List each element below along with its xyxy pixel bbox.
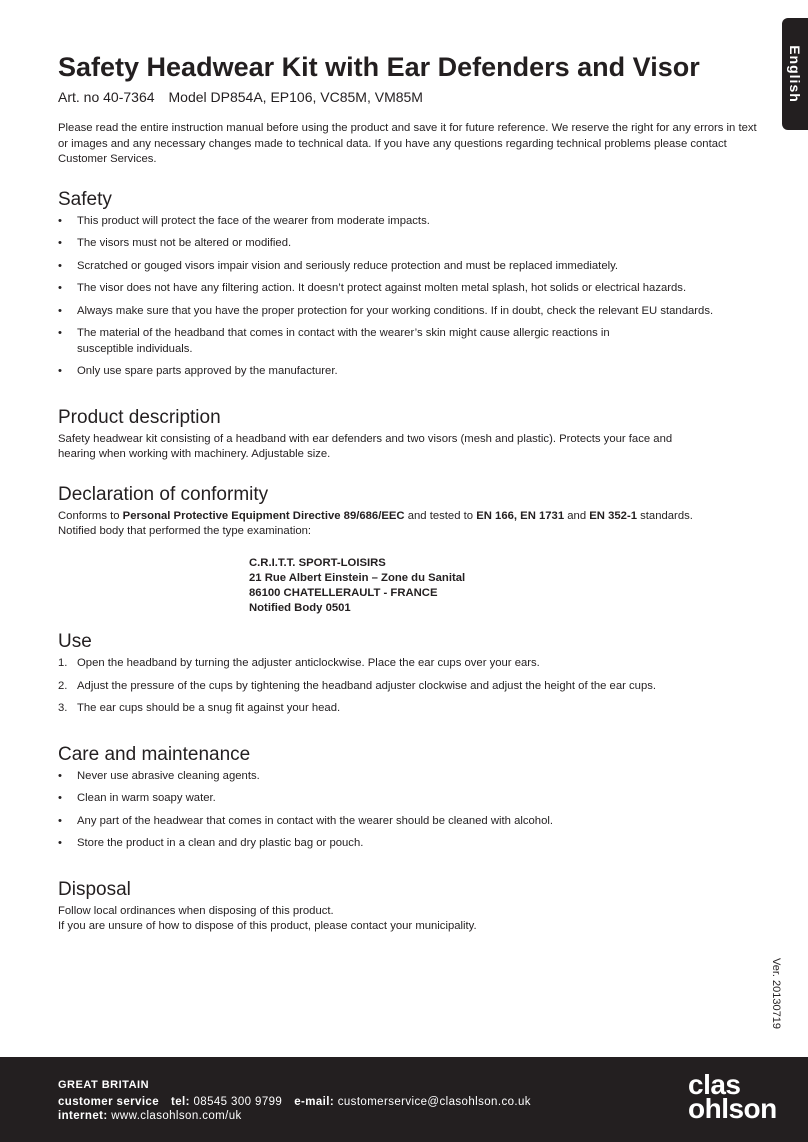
list-item: • Always make sure that you have the proper protection for your working conditions. If in doubt, check the relevant EU standards. (58, 304, 758, 320)
use-heading: Use (58, 631, 92, 653)
declaration-text-part: standards. (640, 509, 693, 522)
phone-number[interactable]: 08545 300 9799 (193, 1096, 283, 1108)
footer-internet-line (58, 1110, 242, 1122)
notified-body-address (249, 556, 758, 617)
safety-list (58, 214, 758, 380)
list-item: • Clean in warm soapy water. (58, 791, 758, 807)
language-tab (782, 18, 808, 130)
website-link[interactable]: www.clasohlson.com/uk (111, 1110, 242, 1122)
list-item: • The visor does not have any filtering action. It doesn’t protect against molten metal splash, hot solids or electrical hazards. (58, 281, 758, 297)
disposal-line: Follow local ordinances when disposing of this product. (58, 904, 334, 917)
email-link[interactable]: customerservice@clasohlson.co.uk (337, 1096, 531, 1108)
list-item: • Only use spare parts approved by the manufacturer. (58, 364, 758, 380)
document-body (58, 50, 758, 935)
standard-name: EN 352-1 (589, 509, 637, 522)
declaration-text-part: and (567, 509, 587, 522)
list-item: • The visors must not be altered or modified. (58, 236, 758, 252)
address-line: C.R.I.T.T. SPORT-LOISIRS (249, 556, 386, 569)
care-list (58, 769, 758, 852)
list-item: • Store the product in a clean and dry plastic bag or pouch. (58, 836, 758, 852)
list-item (58, 656, 758, 672)
customer-service-label: customer service (58, 1096, 160, 1108)
list-item: • Never use abrasive cleaning agents. (58, 769, 758, 785)
tel-label: tel: (171, 1096, 190, 1108)
page-title: Safety Headwear Kit with Ear Defenders and Visor (58, 52, 700, 82)
standard-names: EN 166, EN 1731 (476, 509, 565, 522)
care-heading: Care and maintenance (58, 743, 251, 765)
list-item: • Scratched or gouged visors impair vision and seriously reduce protection and must be replaced immediately. (58, 259, 758, 275)
internet-label: internet: (58, 1110, 108, 1122)
declaration-text-part: Conforms to (58, 509, 120, 522)
step-number: 2. (58, 679, 68, 692)
disposal-line: If you are unsure of how to dispose of this product, please contact your municipality. (58, 920, 477, 933)
step-number: 3. (58, 702, 68, 715)
address-line: 21 Rue Albert Einstein – Zone du Sanital (249, 571, 466, 584)
list-item: • The material of the headband that comes in contact with the wearer’s skin might cause allergic reactions in susceptible individuals. (58, 326, 758, 357)
list-item: • Any part of the headwear that comes in contact with the wearer should be cleaned with alcohol. (58, 814, 758, 830)
address-line: 86100 CHATELLERAULT - FRANCE (249, 586, 438, 599)
directive-name: Personal Protective Equipment Directive 89/686/EEC (122, 509, 405, 522)
footer-country: GREAT BRITAIN (58, 1079, 150, 1091)
product-description-text: Safety headwear kit consisting of a headband with ear defenders and two visors (mesh and plastic). Protects your face and hearing when working with machinery. Adjustable size. (58, 432, 673, 460)
use-steps (58, 656, 758, 717)
version-label: Ver. 20130719 (770, 958, 782, 1029)
logo-line: ohlson (688, 1093, 777, 1124)
list-item: • This product will protect the face of the wearer from moderate impacts. (58, 214, 758, 230)
step-text: Open the headband by turning the adjuster anticlockwise. Place the ear cups over your ears. (77, 657, 540, 670)
model-numbers: Model DP854A, EP106, VC85M, VM85M (168, 89, 423, 105)
disposal-text (58, 904, 758, 935)
footer (0, 1057, 808, 1142)
brand-logo (688, 1069, 777, 1124)
declaration-heading: Declaration of conformity (58, 483, 269, 505)
list-item (58, 679, 758, 695)
article-number: Art. no 40-7364 (58, 89, 155, 105)
step-number: 1. (58, 657, 68, 670)
declaration-text (58, 509, 758, 540)
footer-contact-line (58, 1096, 531, 1108)
safety-heading: Safety (58, 188, 112, 210)
logo-line: clas (688, 1069, 741, 1100)
list-item (58, 701, 758, 717)
article-line (58, 88, 758, 106)
intro-text: Please read the entire instruction manual before using the product and save it for future reference. We reserve the right for any errors in text or images and any necessary changes made to technical data. If you have any questions regarding technical problems please contact Customer Services. (58, 122, 757, 165)
product-description-heading: Product description (58, 406, 221, 428)
language-label: English (787, 45, 803, 103)
step-text: Adjust the pressure of the cups by tightening the headband adjuster clockwise and adjust the height of the ear cups. (77, 679, 657, 692)
step-text: The ear cups should be a snug fit against your head. (77, 702, 341, 715)
declaration-text-part: and tested to (407, 509, 474, 522)
email-label: e-mail: (294, 1096, 335, 1108)
notified-body-text: Notified body that performed the type examination: (58, 525, 312, 537)
address-line: Notified Body 0501 (249, 602, 351, 615)
disposal-heading: Disposal (58, 878, 131, 900)
